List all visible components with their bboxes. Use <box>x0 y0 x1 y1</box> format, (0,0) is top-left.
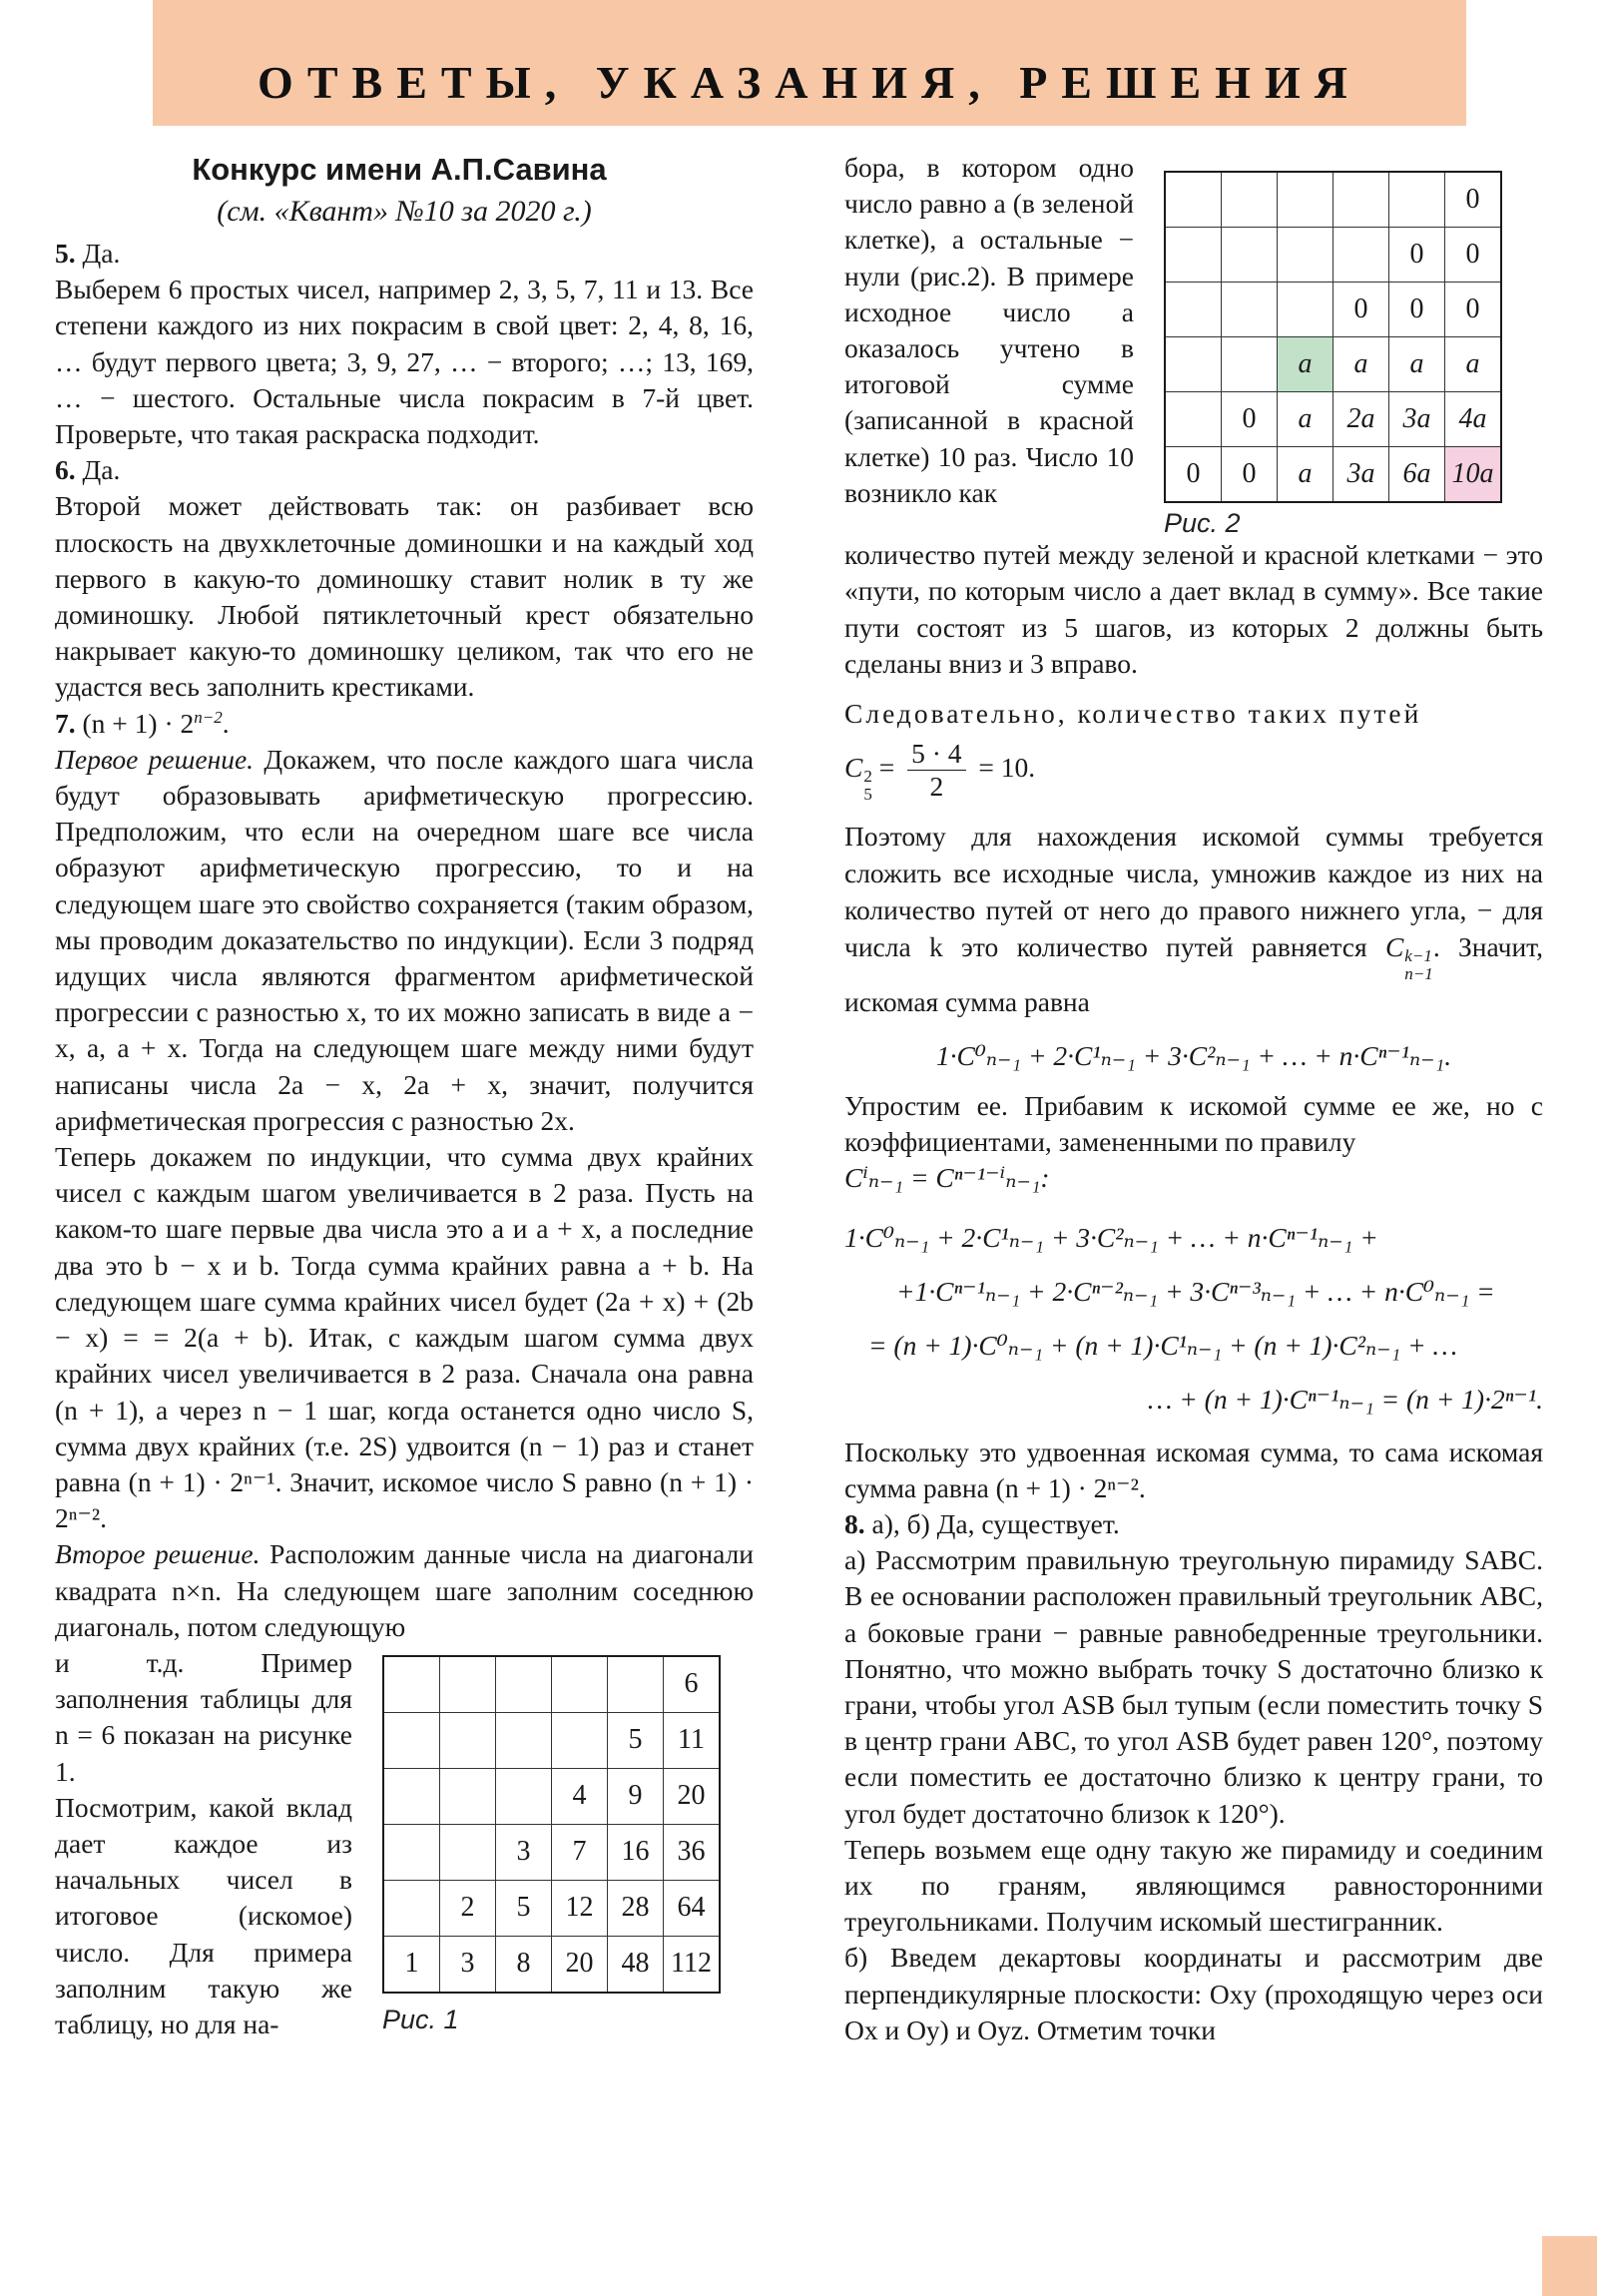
first-solution-label: Первое решение. <box>55 743 255 775</box>
figure-1-table <box>382 1655 721 1994</box>
table-cell: 5 <box>608 1712 664 1768</box>
table-cell: 20 <box>664 1768 721 1824</box>
section-title: Конкурс имени А.П.Савина <box>192 152 607 187</box>
table-cell: 6 <box>664 1656 721 1713</box>
table-cell: 36 <box>664 1824 721 1880</box>
table-cell: 2a <box>1333 392 1389 447</box>
table-cell <box>1165 228 1222 283</box>
simplify-paragraph: Упростим ее. Прибавим к искомой сумме ее же, но с коэффициентами, замененными по правилу <box>844 1090 1543 1158</box>
problem-8-part-a: а) Рассмотрим правильную треугольную пирамиду SABC. В ее основании расположен правильный треугольник ABC, а боковые грани − равные равнобедренные треугольники. Понятно, что можно выбрать точку S достаточно близко к грани, чтобы угол ASB был тупым (если поместить точку S в центр грани ABC, то угол ASB будет равен 120°, поэтому если поместить ее достаточно близко к центру грани, то угол будет достаточно близок к 120°). <box>844 1544 1543 1829</box>
table-cell <box>1222 228 1278 283</box>
problem-5-text: Выберем 6 простых чисел, например 2, 3, 5, 7, 11 и 13. Все степени каждого из них покрасим в свой цвет: 2, 4, 8, 16, … будут первого цвета; 3, 9, 27, … − второго; …; 13, 169, … − шестого. Остальные числа покрасим в 7-й цвет. Проверьте, что такая раскраска подходит. <box>55 274 754 450</box>
table-cell: 10a <box>1445 447 1502 503</box>
table-row <box>1165 283 1501 337</box>
answer-base: (n + 1) · 2 <box>82 707 195 739</box>
answer: Да. <box>82 238 121 269</box>
table-cell <box>1389 172 1445 228</box>
equation-block <box>844 1211 1543 1427</box>
table-cell <box>552 1712 608 1768</box>
table-cell: a <box>1445 337 1502 392</box>
problem-number: 6. <box>55 454 76 486</box>
figure-1 <box>382 1655 721 2037</box>
table-cell <box>1278 283 1333 337</box>
sum-method-tail: . Значит, искомая сумма равна <box>844 930 1543 1017</box>
figure-1-side-text <box>55 1645 352 2042</box>
table-cell <box>383 1712 440 1768</box>
table-cell <box>383 1768 440 1824</box>
header-band <box>153 0 1466 126</box>
table-cell: a <box>1278 337 1333 392</box>
figure-1-wrap <box>55 1645 754 2042</box>
table-cell: 28 <box>608 1880 664 1936</box>
table-row <box>383 1824 720 1880</box>
figure-2-caption: Рис. 2 <box>1164 508 1241 538</box>
table-cell: 0 <box>1389 228 1445 283</box>
table-cell: 1 <box>383 1936 440 1993</box>
right-column <box>844 150 1543 2048</box>
table-cell <box>608 1656 664 1713</box>
table-cell <box>1165 337 1222 392</box>
table-cell: 0 <box>1222 392 1278 447</box>
table-cell: 6a <box>1389 447 1445 503</box>
sum-method-paragraph: Поэтому для нахождения искомой суммы требуется сложить все исходные числа, умножив каждое из них на количество путей от него до правого нижнего угла, − для числа k это количество путей равняется C k−1 n−1 . Значит, искомая сумма равна <box>844 820 1543 1017</box>
table-row <box>383 1880 720 1936</box>
table-cell <box>496 1656 552 1713</box>
table-cell <box>383 1824 440 1880</box>
table-cell <box>440 1824 496 1880</box>
table-cell <box>1165 392 1222 447</box>
table-cell <box>1333 228 1389 283</box>
section-subtitle: (см. «Квант» №10 за 2020 г.) <box>217 195 592 228</box>
sum-formula: 1·C⁰ₙ₋₁ + 2·C¹ₙ₋₁ + 3·C²ₙ₋₁ + … + n·Cⁿ⁻¹ₙ₋₁. <box>935 1039 1452 1071</box>
table-cell: a <box>1389 337 1445 392</box>
problem-7-induction: Теперь докажем по индукции, что сумма двух крайних чисел с каждым шагом увеличивается в 2 раза. Пусть на каком-то шаге первые два числа это a и a + x, а последние два это b − x и b. Тогда сумма крайних равна a + b. На следующем шаге сумма крайних чисел будет (2a + x) + (2b − x) = = 2(a + b). Итак, с каждым шагом сумма двух крайних чисел увеличивается в 2 раза. Сначала она равна (n + 1), а через n − 1 шаг, когда останется одно число S, сумма двух крайних (т.е. 2S) удвоится (n − 1) раз и станет равна (n + 1) · 2ⁿ⁻¹. Значит, искомое число S равно (n + 1) · 2ⁿ⁻². <box>55 1141 754 1534</box>
problem-number: 5. <box>55 238 76 269</box>
answer: а), б) Да, существует. <box>871 1508 1120 1540</box>
table-cell: 3 <box>496 1824 552 1880</box>
left-column <box>55 150 754 2042</box>
equation-line: … + (n + 1)·Cⁿ⁻¹ₙ₋₁ = (n + 1)·2ⁿ⁻¹. <box>1147 1383 1543 1415</box>
answer-exponent: n−2 <box>194 707 223 727</box>
symmetry-rule: Cⁱₙ₋₁ = Cⁿ⁻¹⁻ⁱₙ₋₁: <box>844 1162 1050 1194</box>
table-cell <box>1278 228 1333 283</box>
table-cell: 48 <box>608 1936 664 1993</box>
table-cell: 5 <box>496 1880 552 1936</box>
denominator: 2 <box>929 771 944 803</box>
table-cell: 64 <box>664 1880 721 1936</box>
table-cell: 0 <box>1445 283 1502 337</box>
table-row <box>1165 447 1501 503</box>
table-cell <box>440 1712 496 1768</box>
table-cell: 0 <box>1165 447 1222 503</box>
sum-method-text: Поэтому для нахождения искомой суммы требуется сложить все исходные числа, умножив каждое из них на количество путей от него до правого нижнего угла, − для числа k это количество путей равняется <box>844 820 1543 962</box>
problem-8-answer <box>844 1506 1543 1542</box>
table-cell: 2 <box>440 1880 496 1936</box>
second-solution-label: Второе решение. <box>55 1538 261 1570</box>
table-cell <box>1222 283 1278 337</box>
table-row <box>1165 337 1501 392</box>
wrap-paragraph: Посмотрим, какой вклад дает каждое из начальных чисел в итоговое (искомое) число. Для примера заполним такую же таблицу, но для на- <box>55 1791 352 2039</box>
formula-sup: 2 <box>863 767 872 787</box>
table-cell <box>1333 172 1389 228</box>
formula-c: C <box>844 752 863 784</box>
problem-8-part-a-2: Теперь возьмем еще одну такую же пирамиду и соединим их по граням, являющимся равносторонними треугольниками. Получим искомый шестигранник. <box>844 1833 1543 1938</box>
table-row <box>383 1936 720 1993</box>
figure-2-table <box>1164 171 1502 503</box>
figure-2-side-text: бора, в котором одно число равно a (в зеленой клетке), а остальные − нули (рис.2). В примере исходное число a оказалось учтено в итоговой сумме (записанной в красной клетке) 10 раз. Число 10 возникло как <box>844 152 1134 508</box>
table-cell: 20 <box>552 1936 608 1993</box>
equation-line: 1·C⁰ₙ₋₁ + 2·C¹ₙ₋₁ + 3·C²ₙ₋₁ + … + n·Cⁿ⁻¹ₙ₋₁ + <box>844 1221 1378 1253</box>
table-cell <box>496 1712 552 1768</box>
figure-2-wrap <box>844 150 1543 541</box>
table-row <box>1165 228 1501 283</box>
table-cell: 3a <box>1389 392 1445 447</box>
figure-2 <box>1164 171 1502 541</box>
equation-line: = (n + 1)·C⁰ₙ₋₁ + (n + 1)·C¹ₙ₋₁ + (n + 1)·C²ₙ₋₁ + … <box>868 1329 1458 1361</box>
problem-5-answer <box>55 236 754 272</box>
formula-sub: 5 <box>863 785 872 805</box>
table-cell: a <box>1333 337 1389 392</box>
second-solution-text: Расположим данные числа на диагонали квадрата n×n. На следующем шаге заполним соседнюю диагональ, потом следующую <box>55 1538 754 1642</box>
conclusion-paragraph: Поскольку это удвоенная искомая сумма, то сама искомая сумма равна (n + 1) · 2ⁿ⁻². <box>844 1435 1543 1503</box>
page-corner-tab <box>1542 2236 1597 2296</box>
problem-number: 7. <box>55 707 76 739</box>
problem-7-answer: 7. $(n + 1) \cdot 2^{n-2}$. <box>55 707 230 739</box>
table-row <box>383 1656 720 1713</box>
table-cell: 0 <box>1445 228 1502 283</box>
table-cell <box>1165 283 1222 337</box>
table-cell: 11 <box>664 1712 721 1768</box>
therefore-paragraph: Следовательно, количество таких путей <box>844 698 1422 730</box>
table-row <box>383 1768 720 1824</box>
table-cell: 3a <box>1333 447 1389 503</box>
wrap-paragraph: и т.д. Пример заполнения таблицы для n = 6 показан на рисунке 1. <box>55 1646 352 1787</box>
table-cell <box>383 1880 440 1936</box>
table-cell: 0 <box>1222 447 1278 503</box>
table-row <box>1165 172 1501 228</box>
equation-line: +1·Cⁿ⁻¹ₙ₋₁ + 2·Cⁿ⁻²ₙ₋₁ + 3·Cⁿ⁻³ₙ₋₁ + … + n·C⁰ₙ₋₁ = <box>896 1275 1495 1307</box>
table-cell <box>440 1768 496 1824</box>
table-cell: 4 <box>552 1768 608 1824</box>
table-cell <box>496 1768 552 1824</box>
table-cell <box>552 1656 608 1713</box>
table-cell: a <box>1278 392 1333 447</box>
table-cell: a <box>1278 447 1333 503</box>
table-cell <box>383 1656 440 1713</box>
numerator: 5 · 4 <box>907 738 965 771</box>
table-cell <box>1222 172 1278 228</box>
figure-1-caption: Рис. 1 <box>382 2004 459 2034</box>
fraction <box>907 738 965 803</box>
formula-result: = 10. <box>978 752 1036 784</box>
table-cell: 4a <box>1445 392 1502 447</box>
table-cell: 9 <box>608 1768 664 1824</box>
table-row <box>383 1712 720 1768</box>
table-cell: 0 <box>1445 172 1502 228</box>
table-row <box>1165 392 1501 447</box>
table-cell <box>1165 172 1222 228</box>
paths-paragraph: количество путей между зеленой и красной клетками − это «пути, по которым число a дает вклад в сумму». Все такие пути состоят из 5 шагов, из которых 2 должны быть сделаны вниз и 3 вправо. <box>844 539 1543 679</box>
table-cell: 0 <box>1333 283 1389 337</box>
problem-7-first-solution <box>55 742 754 1139</box>
problem-7-second-solution <box>55 1536 754 1645</box>
problem-8-part-b: б) Введем декартовы координаты и рассмотрим две перпендикулярные плоскости: Oxy (проходящую через оси Ox и Oy) и Oyz. Отметим точки <box>844 1942 1543 2045</box>
table-cell <box>1222 337 1278 392</box>
table-cell: 3 <box>440 1936 496 1993</box>
first-solution-text: Докажем, что после каждого шага числа будут образовывать арифметическую прогрессию. Предположим, что если на очередном шаге все числа образуют арифметическую прогрессию, то и на следующем шаге это свойство сохраняется (таким образом, мы проводим доказательство по индукции). Если 3 подряд идущих числа являются фрагментом арифметической прогрессии с разностью x, то их можно записать в виде a − x, a, a + x. Тогда на следующем шаге между ними будут написаны числа 2a − x, 2a + x, значит, получится арифметическая прогрессия с разностью 2x. <box>55 743 755 1136</box>
table-cell: 0 <box>1389 283 1445 337</box>
table-cell: 112 <box>664 1936 721 1993</box>
problem-number: 8. <box>844 1508 865 1540</box>
table-cell: 12 <box>552 1880 608 1936</box>
c52-formula: C 2 5 = $\frac{5 \cdot 4}{2}$ = 10. <box>844 738 1036 805</box>
problem-6-answer <box>55 452 754 488</box>
answer: Да. <box>82 454 121 486</box>
table-cell: 8 <box>496 1936 552 1993</box>
page-title: ОТВЕТЫ, УКАЗАНИЯ, РЕШЕНИЯ <box>258 57 1361 108</box>
table-cell: 7 <box>552 1824 608 1880</box>
table-cell <box>1278 172 1333 228</box>
table-cell: 16 <box>608 1824 664 1880</box>
table-cell <box>440 1656 496 1713</box>
problem-6-text: Второй может действовать так: он разбивает всю плоскость на двухклеточные доминошки и на каждый ход первого в какую-то доминошку ставит нолик в ту же доминошку. Любой пятиклеточный крест обязательно накрывает какую-то доминошку целиком, так что его не удастся весь заполнить крестиками. <box>55 490 754 703</box>
